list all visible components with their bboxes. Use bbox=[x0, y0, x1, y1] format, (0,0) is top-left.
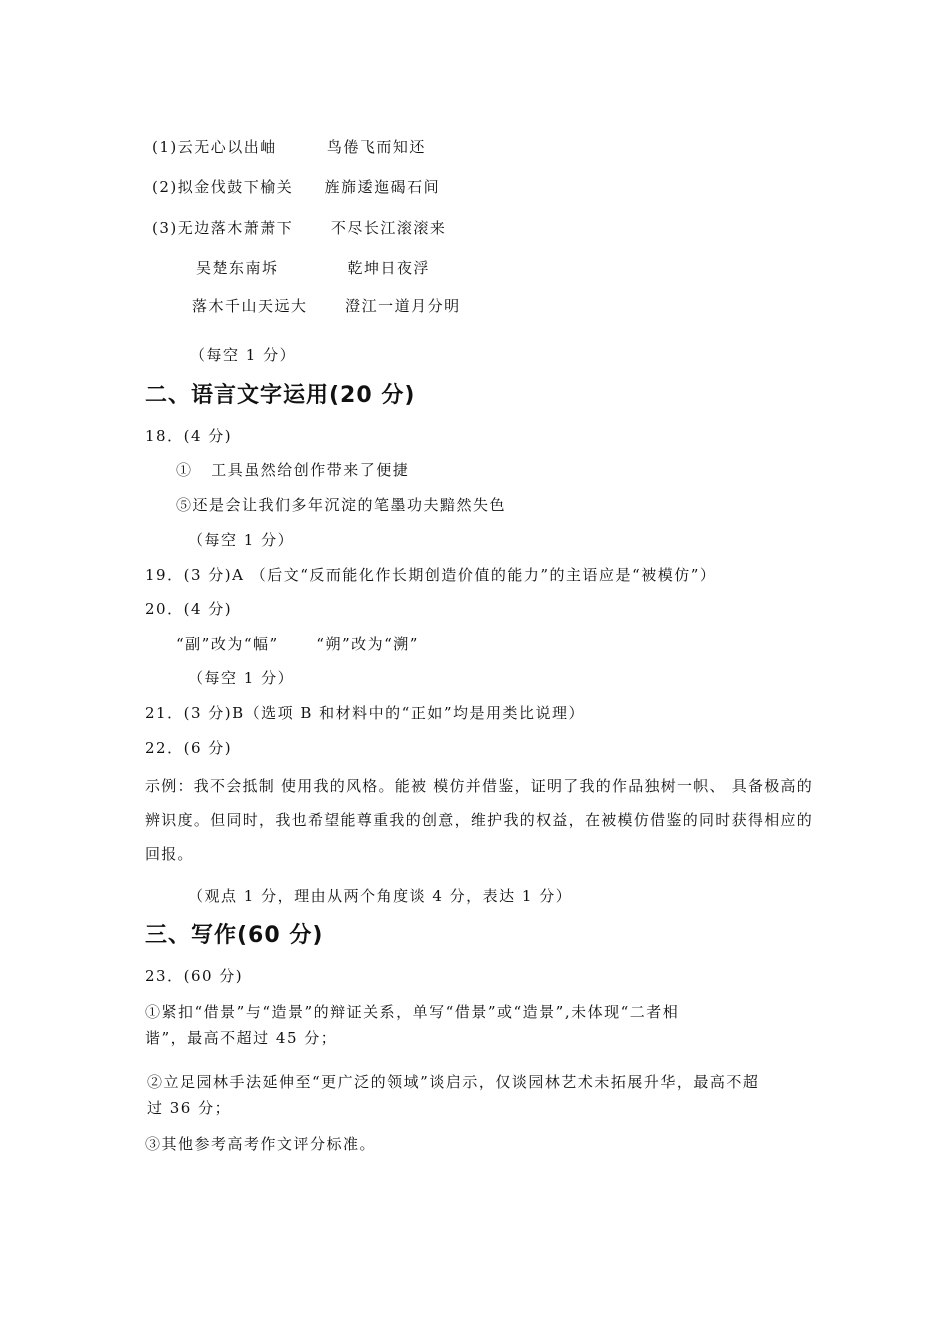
section-3-heading: 三、写作(60 分) bbox=[145, 923, 324, 948]
criterion-1-line-1: ①紧扣“借景”与“造景”的辩证关系，单写“借景”或“造景”,未体现“二者相 bbox=[145, 1003, 680, 1021]
question-18-score: （每空 1 分） bbox=[188, 531, 295, 549]
question-21-answer: 21．(3 分)B（选项 B 和材料中的“正如”均是用类比说理） bbox=[145, 704, 586, 722]
answer-17-line-4: 吴楚东南坼 乾坤日夜浮 bbox=[196, 259, 430, 277]
question-20-answer: “副”改为“幅” “朔”改为“溯” bbox=[176, 635, 419, 653]
question-19-answer: 19．(3 分)A （后文“反而能化作长期创造价值的能力”的主语应是“被模仿”） bbox=[145, 566, 717, 584]
question-20-label: 20．(4 分) bbox=[145, 600, 233, 618]
answer-17-score: （每空 1 分） bbox=[190, 346, 297, 364]
question-18-answer-1: ① 工具虽然给创作带来了便捷 bbox=[176, 461, 410, 479]
question-22-label: 22．(6 分) bbox=[145, 739, 233, 757]
question-23-label: 23．(60 分) bbox=[145, 967, 244, 985]
question-20-score: （每空 1 分） bbox=[188, 669, 295, 687]
question-22-answer-text: 示例：我不会抵制 使用我的风格。能被 模仿并借鉴，证明了我的作品独树一帜、 具备极高的辨识度。但同时，我也希望能尊重我的创意，维护我的权益，在被模仿借鉴的同时获得相应的回报。 bbox=[145, 777, 813, 863]
section-2-heading: 二、语言文字运用(20 分) bbox=[145, 383, 416, 408]
answer-17-line-3: (3)无边落木萧萧下 不尽长江滚滚来 bbox=[152, 219, 447, 237]
question-18-answer-2: ⑤还是会让我们多年沉淀的笔墨功夫黯然失色 bbox=[176, 496, 507, 514]
answer-17-line-1: (1)云无心以出岫 鸟倦飞而知还 bbox=[152, 138, 426, 156]
criterion-2-line-2: 过 36 分； bbox=[147, 1099, 232, 1117]
criterion-2-line-1: ②立足园林手法延伸至“更广泛的领域”谈启示，仅谈园林艺术未拓展升华，最高不超 bbox=[147, 1073, 760, 1091]
answer-17-line-5: 落木千山天远大 澄江一道月分明 bbox=[192, 297, 461, 315]
question-22-score: （观点 1 分，理由从两个角度谈 4 分，表达 1 分） bbox=[188, 887, 573, 905]
question-22-answer bbox=[145, 769, 813, 871]
answer-17-line-2: (2)拟金伐鼓下榆关 旌旆逶迤碣石间 bbox=[152, 178, 441, 196]
criterion-1-line-2: 谐”，最高不超过 45 分； bbox=[145, 1029, 338, 1047]
question-18-label: 18．(4 分) bbox=[145, 427, 233, 445]
criterion-3: ③其他参考高考作文评分标准。 bbox=[145, 1135, 377, 1153]
